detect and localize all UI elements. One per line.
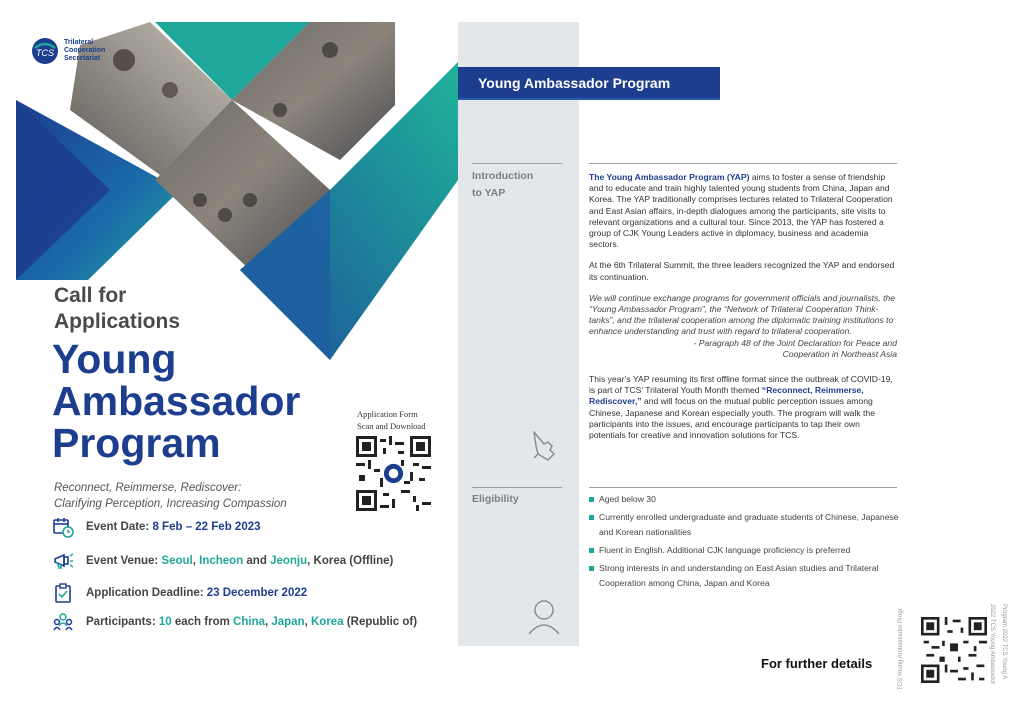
list-item: Fluent in English. Additional CJK language proficiency is preferred — [589, 543, 899, 558]
declaration-citation: - Paragraph 48 of the Joint Declaration for Peace and Cooperation in Northeast Asia — [693, 337, 897, 359]
svg-text:TCS: TCS — [36, 48, 54, 58]
people-icon — [52, 611, 74, 633]
list-item: Strong interests in and understanding on East Asian studies and Trilateral Cooperation among China, Japan and Korea — [589, 561, 899, 591]
elig-divider — [589, 487, 897, 488]
country-korea: Korea — [311, 616, 344, 628]
pointing-hand-icon — [526, 428, 562, 464]
eligibility-section-label: Eligibility — [472, 493, 519, 505]
list-item: Currently enrolled undergraduate and graduate students of Chinese, Japanese and Korean nationalities — [589, 510, 899, 540]
vertical-caption-2: 2022 TCS Young Ambassador — [989, 604, 995, 685]
calendar-clock-icon — [52, 516, 74, 538]
declaration-quote: We will continue exchange programs for government officials and journalists, the “Young Ambassador Program”, the “Network of Trilateral Cooperation Think-tanks”, and the trilateral cooperation among the diplomatic training institutions to enhance understanding and trust with regard to trilateral cooperation. — [589, 292, 896, 337]
vertical-caption-3: Program 2022 TCS Young A — [1001, 604, 1007, 680]
poster-left-page — [0, 0, 458, 724]
deadline-value: 23 December 2022 — [206, 587, 308, 599]
application-form-caption: Application Form Scan and Download — [357, 409, 426, 431]
intro-label-divider — [472, 163, 562, 164]
megaphone-icon — [52, 550, 74, 572]
intro-text — [589, 172, 897, 451]
logo-line-2: Cooperation — [64, 47, 106, 54]
venue-city-incheon: Incheon — [199, 555, 244, 567]
tcs-logo — [30, 36, 114, 66]
further-details-label: For further details — [761, 656, 873, 671]
event-date-row — [52, 516, 261, 538]
venue-city-jeonju: Jeonju — [270, 555, 308, 567]
application-qr-code-icon[interactable] — [356, 436, 431, 511]
sidebar-column — [458, 22, 579, 646]
venue-city-seoul: Seoul — [161, 555, 193, 567]
logo-line-1: Trilateral — [64, 39, 94, 46]
intro-paragraph-4: This year’s YAP resuming its first offline format since the outbreak of COVID-19, is part of TCS’ Trilateral Youth Month themed “Reconnect, Reimmerse, Rediscover,” and will focus on the mutual public perception issues among Chinese, Japanese and Korean especially youth. The program will walk the participants into the issues, and encourage participants to tap their own potentials for creative and innovation solutions for TCS. — [589, 374, 893, 441]
intro-section-label: Introduction to YAP — [472, 170, 534, 199]
vertical-caption-1: TCS Young Ambassador Progr — [898, 608, 904, 690]
event-date-label: Event Date: — [86, 521, 153, 533]
country-china: China — [233, 616, 265, 628]
participants-count: 10 — [158, 616, 172, 628]
logo-line-3: Secretariat — [64, 55, 101, 62]
tcs-globe-icon — [30, 36, 60, 66]
intro-paragraph-1: The Young Ambassador Program (YAP) aims to foster a sense of friendship and to educate and train highly talented young students from China, Japan and Korea. The YAP traditionally comprises lectures related to Trilateral Cooperation and East Asian affairs, in-depth dialogues among the participants, site visits to relevant organizations and a cultural tour. Since 2013, the YAP has fostered a group of CJK Young Leaders active in diplomacy, business and academia sectors. — [589, 172, 893, 250]
program-banner — [458, 67, 720, 100]
elig-label-divider — [472, 487, 562, 488]
country-japan: Japan — [271, 616, 305, 628]
clipboard-icon — [52, 582, 74, 604]
participants-label: Participants: — [86, 616, 159, 628]
person-icon — [526, 596, 562, 636]
eligibility-list — [589, 492, 899, 594]
intro-divider — [589, 163, 897, 164]
call-for-applications: Call for Applications — [54, 284, 181, 333]
details-qr-code-icon[interactable] — [921, 617, 987, 683]
deadline-label: Application Deadline: — [86, 587, 207, 599]
program-title: Young Ambassador Program — [52, 336, 301, 466]
event-venue-row: Event Venue: Seoul, Incheon and Jeonju, Korea (Offline) — [52, 550, 393, 572]
intro-paragraph-2: At the 6th Trilateral Summit, the three leaders recognized the YAP and endorsed its continuation. — [589, 260, 895, 282]
participants-row: Participants: 10 each from China, Japan, Korea (Republic of) — [52, 611, 417, 633]
event-date-value: 8 Feb – 22 Feb 2023 — [152, 521, 261, 533]
event-venue-label: Event Venue: — [86, 555, 162, 567]
deadline-row — [52, 582, 307, 604]
banner-title: Young Ambassador Program — [478, 75, 671, 91]
program-tagline: Reconnect, Reimmerse, Rediscover: Clarifying Perception, Increasing Compassion — [54, 482, 287, 510]
list-item: Aged below 30 — [589, 492, 899, 507]
